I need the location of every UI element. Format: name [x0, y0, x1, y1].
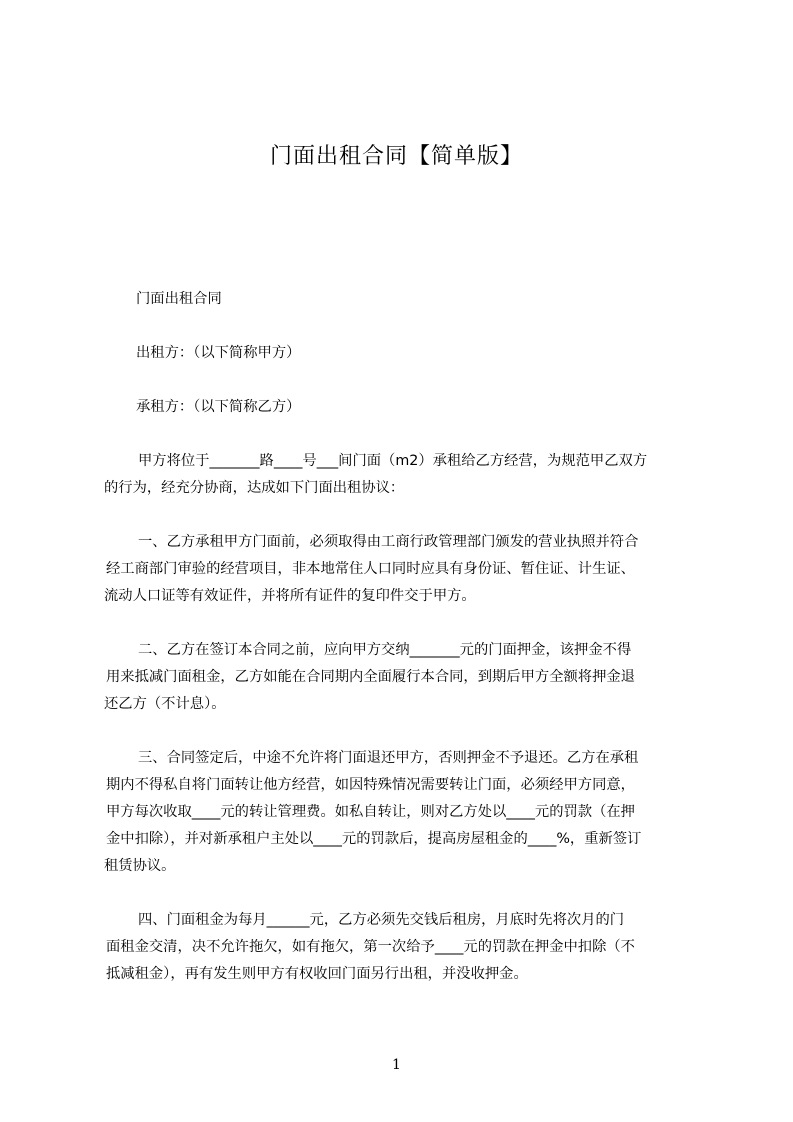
preamble-line: 甲方将位于_______路____号___间门面（m2）承租给乙方经营，为规范甲乙双方 [138, 453, 648, 469]
clause-line: 还乙方（不计息）。 [104, 696, 226, 712]
clause-line: 面租金交清，决不允许拖欠，如有拖欠，第一次给予____元的罚款在押金中扣除（不 [106, 939, 635, 955]
lessor-line: 出租方：（以下简称甲方） [136, 345, 301, 361]
clause-line: 金中扣除），并对新承租户主处以____元的罚款后，提高房屋租金的____%，重新签订 [106, 831, 642, 847]
clause-line: 四、门面租金为每月______元，乙方必须先交钱后租房，月底时先将次月的门 [138, 912, 625, 928]
document-title: 门面出租合同【简单版】 [269, 144, 523, 169]
clause-line: 流动人口证等有效证件，并将所有证件的复印件交于甲方。 [104, 588, 476, 604]
clause-line: 抵减租金），再有发生则甲方有权收回门面另行出租，并没收押金。 [106, 966, 528, 982]
clause-line: 租赁协议。 [104, 858, 176, 874]
clause-line: 用来抵减门面租金，乙方如能在合同期内全面履行本合同，到期后甲方全额将押金退 [106, 669, 635, 685]
clause-line: 经工商部门审验的经营项目，非本地常住人口同时应具有身份证、暂住证、计生证、 [106, 561, 635, 577]
preamble-line: 的行为，经充分协商，达成如下门面出租协议： [104, 480, 405, 496]
contract-heading: 门面出租合同 [136, 291, 222, 307]
clause-line: 期内不得私自将门面转让他方经营，如因特殊情况需要转让门面，必须经甲方同意， [106, 777, 635, 793]
clause-line: 二、乙方在签订本合同之前，应向甲方交纳_______元的门面押金，该押金不得 [138, 642, 632, 658]
clause-line: 三、合同签定后，中途不允许将门面退还甲方，否则押金不予退还。乙方在承租 [138, 750, 639, 766]
lessee-line: 承租方：（以下简称乙方） [136, 399, 301, 415]
page-number: 1 [392, 1057, 401, 1073]
clause-line: 一、乙方承租甲方门面前，必须取得由工商行政管理部门颁发的营业执照并符合 [138, 534, 639, 550]
clause-line: 甲方每次收取____元的转让管理费。如私自转让，则对乙方处以____元的罚款（在押 [106, 804, 635, 820]
